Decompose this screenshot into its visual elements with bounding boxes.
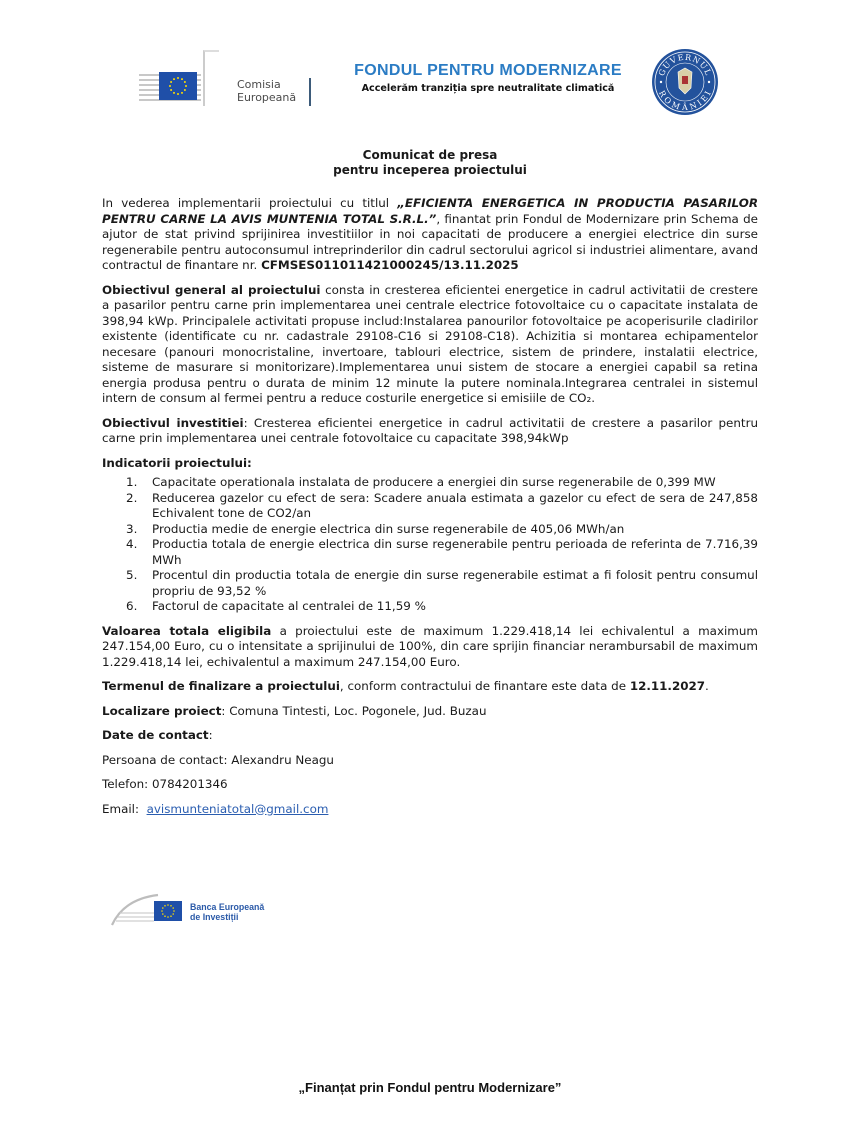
intro-paragraph: In vederea implementarii proiectului cu titlul „EFICIENTA ENERGETICA IN PRODUCTIA PASARILOR PENTRU CARNE LA AVIS MUNTENIA TOTAL S.R.L.”, finantat prin Fondul de Modernizare prin Schema de ajutor de stat privind sprijinirea investitiilor in noi capacitati de producere a energiei electrice din surse regenerabile pentru autoconsumul intreprinderilor din cadrul sectorului agricol si industriei alimentare, avand contractul de finantare nr. CFMSES011011421000245/13.11.2025 <box>102 196 758 272</box>
svg-text:GUVERNUL: GUVERNUL <box>656 52 714 78</box>
deadline-paragraph: Termenul de finalizare a proiectului, conform contractului de finantare este data de 12.11.2027. <box>102 679 709 693</box>
contact-email: Email: avismunteniatotal@gmail.com <box>102 801 329 816</box>
ec-logo-text: Comisia Europeană <box>237 78 297 104</box>
european-commission-logo <box>139 50 309 110</box>
deadline-date: 12.11.2027 <box>629 679 706 693</box>
press-release-body <box>102 196 758 826</box>
contact-person: Persoana de contact: Alexandru Neagu <box>102 752 334 767</box>
list-item: 2. Reducerea gazelor cu efect de sera: Scadere anuala estimata a gazelor cu efect de sera de 247,858 Echivalent tone de CO2/an <box>126 490 758 520</box>
email-link[interactable]: avismunteniatotal@gmail.com <box>146 801 329 816</box>
eib-logo-text: Banca Europeană de Investiții <box>190 902 265 922</box>
list-item: 6. Factorul de capacitate al centralei de 11,59 % <box>126 599 426 613</box>
fund-logo-subtitle: Accelerăm tranziția spre neutralitate climatică <box>361 83 615 94</box>
general-objective-paragraph: Obiectivul general al proiectului consta in cresterea eficientei energetice in cadrul activitatii de crestere a pasarilor pentru carne prin implementarea unei centrale electrice fotovoltaice cu o capacitate instalata de 398,94 kWp. Principalele activitati propuse includ:Instalarea panourilor fotovoltaice pe acoperisurile cladirilor existente (identificate cu nr. cadastrale 29108-C16 si 29108-C18). Achizitia si montarea echipamentelor necesare (panouri monocristaline, invertoare, tablouri electrice, sistem de prindere, instalatii electrice, sisteme de masurare si monitorizare).Implementarea unui sistem de stocare a energiei capabil sa retina energia produsa pentru o durata de minim 12 minute la putere nominala.Integrarea centralei in sistemul intern de consum al fermei pentru a reduce costurile energetice si emisiile de CO₂. <box>102 282 758 405</box>
fund-logo-title: FONDUL PENTRU MODERNIZARE <box>354 62 622 79</box>
eu-flag-icon <box>159 72 197 100</box>
indicators-heading: Indicatorii proiectului: <box>102 455 252 470</box>
list-item: 4. Productia totala de energie electrica din surse regenerabile pentru perioada de referinta de 7.716,39 MWh <box>126 537 758 567</box>
logo-divider <box>309 78 311 106</box>
modernisation-fund-logo <box>328 62 648 94</box>
page-title: Comunicat de presa pentru inceperea proiectului <box>333 148 527 177</box>
eib-logo <box>110 889 280 929</box>
government-seal-icon <box>651 48 719 116</box>
investment-objective-paragraph: Obiectivul investitiei: Cresterea eficientei energetice in cadrul activitatii de crestere a pasarilor pentru carne prin implementarea unei centrale fotovoltaice cu capacitate 398,94kWp <box>102 415 758 445</box>
contact-section <box>102 704 758 818</box>
eu-flag-icon <box>154 901 182 921</box>
header-logos <box>135 44 725 128</box>
eib-arc-graphic <box>110 889 160 929</box>
list-item: 5. Procentul din productia totala de energie din surse regenerabile estimat a fi folosit pentru consumul propriu de 93,52 % <box>126 568 758 598</box>
project-location: Localizare proiect: Comuna Tintesti, Loc. Pogonele, Jud. Buzau <box>102 703 487 718</box>
contract-number: CFMSES011011421000245/13.11.2025 <box>261 258 519 272</box>
svg-text:ROMÂNIEI: ROMÂNIEI <box>656 88 714 113</box>
contact-phone: Telefon: 0784201346 <box>102 777 228 791</box>
funding-note: „Finanțat prin Fondul pentru Modernizare” <box>298 1080 562 1095</box>
project-title: „EFICIENTA ENERGETICA IN PRODUCTIA PASARILOR PENTRU CARNE LA AVIS MUNTENIA TOTAL S.R.L.” <box>102 196 758 226</box>
list-item: 3. Productia medie de energie electrica din surse regenerabile de 405,06 MWh/an <box>126 521 625 536</box>
eligible-value-paragraph: Valoarea totala eligibila a proiectului este de maximum 1.229.418,14 lei echivalentul a maximum 247.154,00 Euro, cu o intensitate a sprijinului de 100%, din care sprijin financiar nerambursabil de maximum 1.229.418,14 lei, echivalentul a maximum 247.154,00 Euro. <box>102 623 759 669</box>
indicators-list <box>102 475 758 615</box>
list-item: 1. Capacitate operationala instalata de producere a energiei din surse regenerabile de 0,399 MW <box>126 475 716 489</box>
contact-heading: Date de contact: <box>102 728 213 742</box>
